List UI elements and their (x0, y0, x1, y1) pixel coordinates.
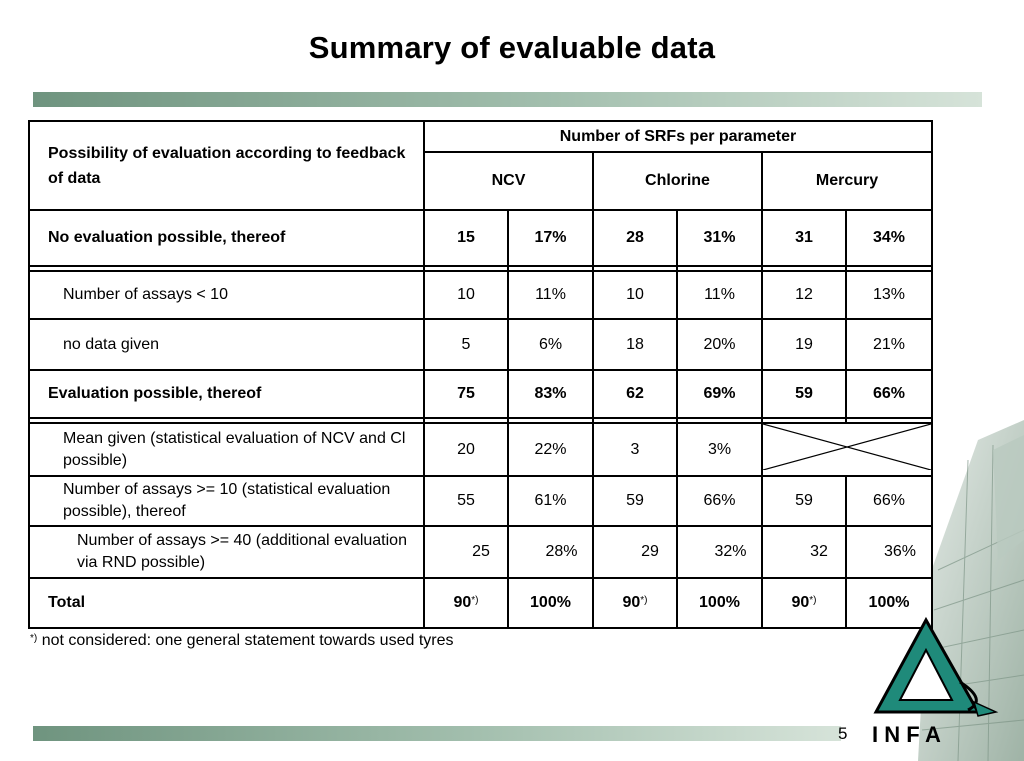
table-row (29, 476, 932, 526)
cell-value: 90 (622, 594, 641, 611)
cell-value: 36% (846, 526, 932, 578)
param-header-ncv: NCV (424, 152, 593, 210)
total-cell (762, 578, 846, 628)
cell-value: 83% (508, 370, 593, 418)
cell-value: 28% (508, 526, 593, 578)
cell-value: 10 (593, 271, 677, 319)
cell-value: 10 (424, 271, 508, 319)
cell-value: 32% (677, 526, 762, 578)
cell-value: 31% (677, 210, 762, 266)
group-header: Number of SRFs per parameter (424, 121, 932, 152)
table-row (29, 526, 932, 578)
row-label: Number of assays >= 40 (additional evaluation via RND possible) (29, 526, 424, 578)
top-divider-bar (33, 92, 982, 107)
cell-value: 66% (846, 370, 932, 418)
table-row (29, 370, 932, 418)
page-number: 5 (838, 724, 848, 743)
cell-value: 55 (424, 476, 508, 526)
footnote-mark: *) (30, 633, 38, 644)
cell-value: 11% (677, 271, 762, 319)
cell-value: 12 (762, 271, 846, 319)
cell-value: 21% (846, 319, 932, 370)
cell-value: 34% (846, 210, 932, 266)
corner-header: Possibility of evaluation according to feedback of data (29, 121, 424, 210)
total-cell (424, 578, 508, 628)
cell-value: 28 (593, 210, 677, 266)
cell-value: 66% (846, 476, 932, 526)
cell-value: 100% (677, 578, 762, 628)
footnote-ref: *) (640, 595, 648, 606)
cell-value: 22% (508, 423, 593, 476)
footnote-ref: *) (471, 595, 479, 606)
cell-value: 75 (424, 370, 508, 418)
cell-value: 11% (508, 271, 593, 319)
cell-value: 100% (846, 578, 932, 628)
cell-value: 5 (424, 319, 508, 370)
cell-value: 18 (593, 319, 677, 370)
cell-value: 6% (508, 319, 593, 370)
cell-value: 59 (762, 476, 846, 526)
footnote-text: not considered: one general statement towards used tyres (41, 632, 454, 649)
footnote-ref: *) (809, 595, 817, 606)
cell-value: 3% (677, 423, 762, 476)
row-label: No evaluation possible, thereof (29, 210, 424, 266)
cell-value: 90 (791, 594, 810, 611)
cell-value: 3 (593, 423, 677, 476)
bottom-divider-bar (33, 726, 841, 741)
infa-logo (868, 612, 1003, 747)
cell-value: 20 (424, 423, 508, 476)
summary-table (28, 120, 933, 629)
table-row (29, 271, 932, 319)
cell-value: 31 (762, 210, 846, 266)
cross-mark (763, 424, 931, 470)
row-label: Number of assays >= 10 (statistical evaluation possible), thereof (29, 476, 424, 526)
cell-value: 19 (762, 319, 846, 370)
logo-text: I N F A (872, 722, 941, 747)
cell-value: 90 (453, 594, 472, 611)
table-row (29, 210, 932, 266)
cell-value: 25 (424, 526, 508, 578)
cell-value: 59 (593, 476, 677, 526)
table-row (29, 319, 932, 370)
param-header-mercury: Mercury (762, 152, 932, 210)
cell-value: 59 (762, 370, 846, 418)
table-row (29, 578, 932, 628)
cell-value: 20% (677, 319, 762, 370)
cell-value: 66% (677, 476, 762, 526)
cell-value: 13% (846, 271, 932, 319)
param-header-chlorine: Chlorine (593, 152, 762, 210)
cell-value: 15 (424, 210, 508, 266)
row-label: Mean given (statistical evaluation of NCV and Cl possible) (29, 423, 424, 476)
row-label: Total (29, 578, 424, 628)
row-label: Evaluation possible, thereof (29, 370, 424, 418)
cell-value: 17% (508, 210, 593, 266)
row-label: no data given (29, 319, 424, 370)
cell-value: 62 (593, 370, 677, 418)
cell-value: 61% (508, 476, 593, 526)
slide-title: Summary of evaluable data (308, 30, 716, 65)
footnote (30, 632, 453, 650)
total-cell (593, 578, 677, 628)
table-row (29, 423, 932, 476)
cell-value: 100% (508, 578, 593, 628)
row-label: Number of assays < 10 (29, 271, 424, 319)
cell-value: 69% (677, 370, 762, 418)
crossed-out-cell (762, 423, 932, 476)
cell-value: 29 (593, 526, 677, 578)
cell-value: 32 (762, 526, 846, 578)
